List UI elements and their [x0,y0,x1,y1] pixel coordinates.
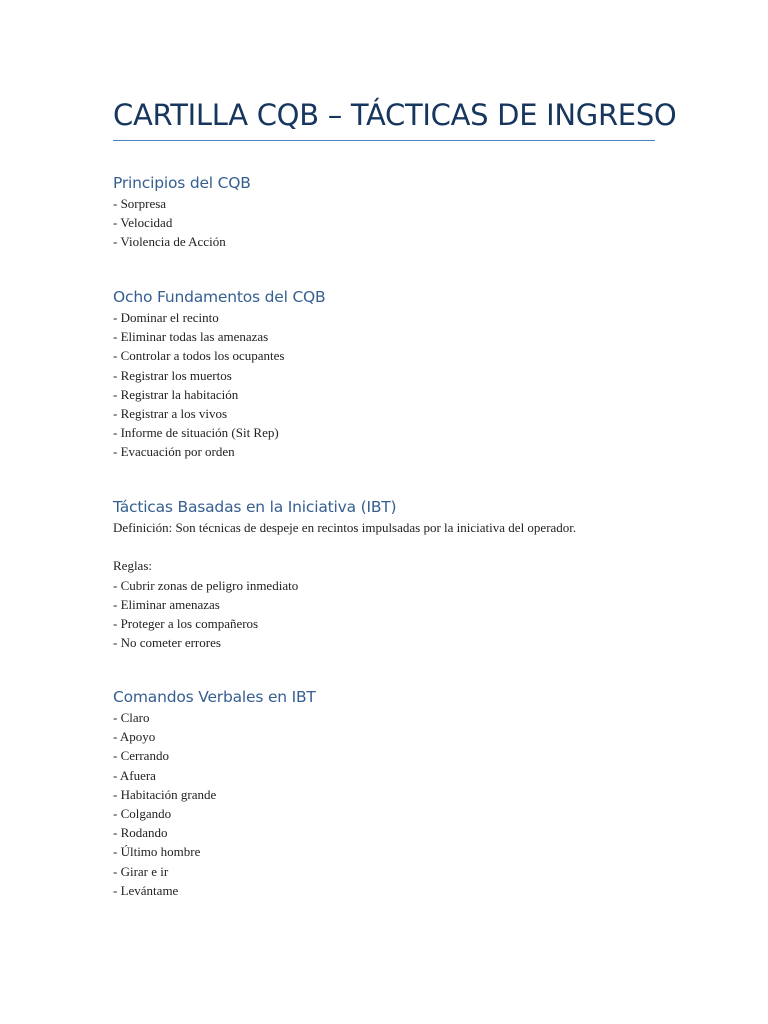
list-item: - Informe de situación (Sit Rep) [113,425,279,441]
list-item: - Violencia de Acción [113,234,226,250]
section-principles [113,172,655,252]
definition-text: Definición: Son técnicas de despeje en recintos impulsadas por la iniciativa del operador. [113,520,577,535]
section-heading: Ocho Fundamentos del CQB [113,288,326,306]
list-item: - Cubrir zonas de peligro inmediato [113,577,299,593]
list-item: - Evacuación por orden [113,444,235,460]
list-item: - Registrar los muertos [113,367,232,383]
list-item: - Apoyo [113,729,156,745]
list-item: - Último hombre [113,844,201,860]
section-heading: Principios del CQB [113,174,251,192]
list-item: - Levántame [113,882,179,898]
list-item: - Rodando [113,825,168,841]
list-item: - Proteger a los compañeros [113,615,259,631]
blank-line [113,537,655,556]
list-item: - Eliminar amenazas [113,596,220,612]
list-item: - Colgando [113,805,172,821]
section-fundamentals [113,286,655,462]
list-item: - Dominar el recinto [113,310,219,325]
section-ibt [113,496,655,652]
title-underline [113,140,655,141]
list-item: - Girar e ir [113,863,169,879]
document-title: CARTILLA CQB – TÁCTICAS DE INGRESO [113,98,677,132]
list-item: - Registrar la habitación [113,386,239,402]
section-heading: Comandos Verbales en IBT [113,688,316,706]
list-item: - Cerrando [113,748,169,764]
list-item: - Afuera [113,767,156,783]
list-item: - Claro [113,710,150,725]
section-heading: Tácticas Basadas en la Iniciativa (IBT) [113,498,397,516]
list-item: - Registrar a los vivos [113,405,228,421]
rules-label: Reglas: [113,558,152,574]
list-item: - Controlar a todos los ocupantes [113,348,285,364]
list-item: - No cometer errores [113,635,221,651]
list-item: - Sorpresa [113,196,167,211]
section-verbal-commands [113,686,655,900]
list-item: - Velocidad [113,215,173,231]
list-item: - Habitación grande [113,786,217,802]
list-item: - Eliminar todas las amenazas [113,329,269,345]
